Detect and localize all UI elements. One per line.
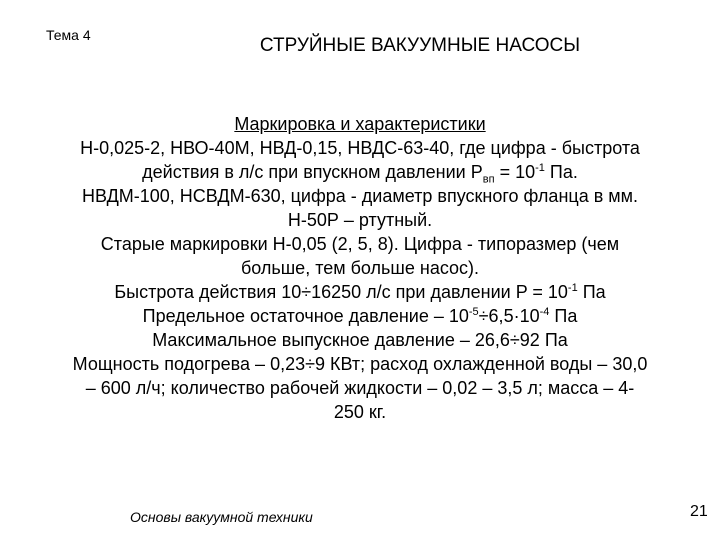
line-2-text-b: = 10 — [494, 162, 536, 182]
footer-course: Основы вакуумной техники — [130, 509, 313, 525]
line-2-text-a: действия в л/с при впускном давлении P — [142, 162, 483, 182]
body-line-4: Н-50Р – ртутный. — [287, 210, 433, 230]
body-line-8 — [0, 304, 720, 328]
body-line-9: Максимальное выпускное давление – 26,6÷92 Па — [152, 330, 568, 350]
line-2-superscript: -1 — [535, 162, 545, 174]
line-7-text-b: Па — [577, 282, 606, 302]
body-line-11: – 600 л/ч; количество рабочей жидкости – 0,02 – 3,5 л; масса – 4- — [85, 378, 635, 398]
body-line-7 — [0, 280, 720, 304]
line-7-text-a: Быстрота действия 10÷16250 л/с при давлении P = 10 — [114, 282, 568, 302]
line-8-text-b: ÷6,5·10 — [478, 306, 540, 326]
line-8-superscript-1: -5 — [468, 306, 479, 318]
slide-body — [0, 112, 720, 424]
body-line-10: Мощность подогрева – 0,23÷9 КВт; расход охлажденной воды – 30,0 — [72, 354, 648, 374]
topic-label: Тема 4 — [46, 27, 91, 43]
subtitle-text: Маркировка и характеристики — [234, 114, 486, 134]
body-line-5: Старые маркировки Н-0,05 (2, 5, 8). Цифра - типоразмер (чем — [100, 234, 620, 254]
page-number: 21 — [690, 503, 708, 520]
body-line-3: НВДМ-100, НСВДМ-630, цифра - диаметр впускного фланца в мм. — [81, 186, 639, 206]
slide-title: СТРУЙНЫЕ ВАКУУМНЫЕ НАСОСЫ — [259, 35, 581, 56]
body-line-12: 250 кг. — [333, 402, 387, 422]
body-line-6: больше, тем больше насос). — [240, 258, 480, 278]
body-line-1: Н-0,025-2, НВО-40М, НВД-0,15, НВДС-63-40, где цифра - быстрота — [80, 138, 640, 158]
line-2-text-c: Па. — [544, 162, 578, 182]
line-8-text-a: Предельное остаточное давление – 10 — [142, 306, 469, 326]
line-8-text-c: Па — [549, 306, 578, 326]
body-subtitle — [0, 112, 720, 136]
line-8-superscript-2: -4 — [539, 306, 550, 318]
line-7-superscript: -1 — [567, 282, 578, 294]
body-line-2 — [0, 160, 720, 184]
line-2-subscript: вп — [482, 173, 495, 186]
